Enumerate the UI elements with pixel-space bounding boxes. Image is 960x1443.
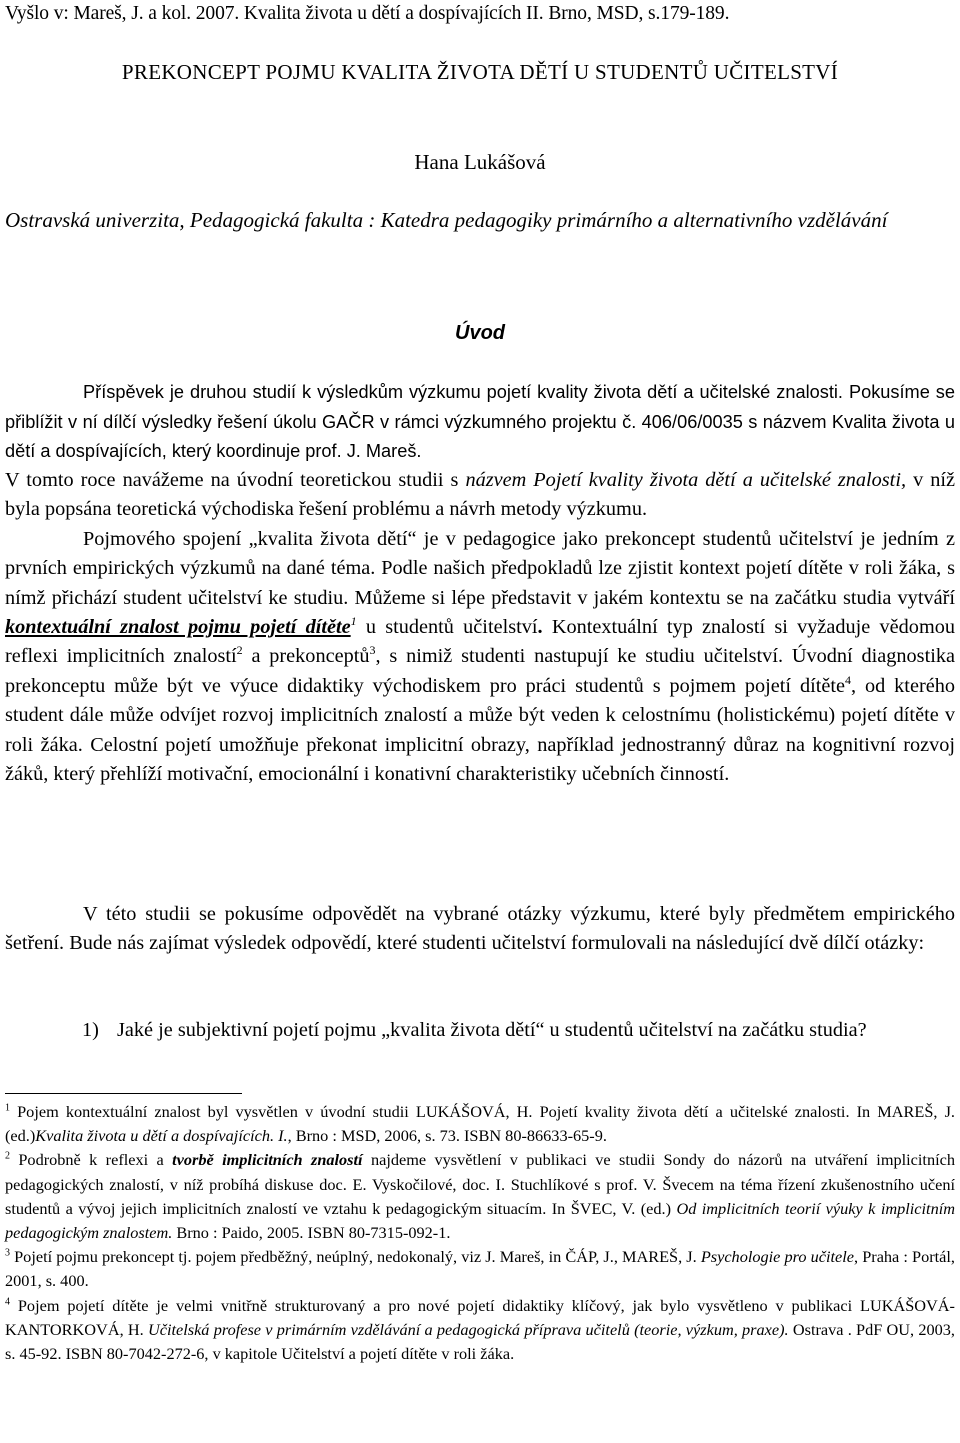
author-name: Hana Lukášová [414, 150, 546, 174]
footnote-number: 3 [5, 1247, 10, 1259]
footnote-number: 2 [5, 1150, 10, 1162]
footnote-text: najdeme vysvětlení v publikaci ve studii Sondy do názorů na utváření implicitních pedagogických znalostí, v níž probíhá diskuse doc. E. Vyskočilové, doc. I. Stuchlíkové s prof. V. Švecem na téma řízení zkušenostního učení studentů a vývoj jejich implicitních znalostí ve vztahu k pedagogickým situacím. In ŠVEC, V. (ed.) [5, 1150, 955, 1218]
footnote-text: Pojem kontextuální znalost byl vysvětlen v úvodní studii LUKÁŠOVÁ, H. Pojetí kvality života dětí a učitelské znalosti. In MAREŠ, J. (ed.) [5, 1102, 955, 1146]
text-run: Podle našich předpokladů lze zjistit kontext pojetí dítěte v roli žáka, s nímž přichází student učitelství ke studiu. [5, 557, 955, 609]
author-affiliation: Ostravská univerzita, Pedagogická fakulta : Katedra pedagogiky primárního a alternativního vzdělávání [5, 208, 888, 232]
footnote-1 [5, 1100, 955, 1148]
text-run: V této studii se pokusíme odpovědět na vybrané otázky výzkumu, které byly předmětem empirického šetření. Bude nás zajímat výsledek odpovědí, které studenti učitelství formulovali na následující dvě dílčí otázky: [5, 903, 955, 955]
text-run: v níž byla popsána teoretická východiska řešení problému a návrh metody výzkumu. [5, 469, 956, 521]
list-item-text: Jaké je subjektivní pojetí pojmu „kvalita života dětí“ u studentů učitelství na začátku studia? [117, 1019, 867, 1041]
text-run: u studentů učitelství [365, 616, 538, 639]
footnote-ref: 2 [236, 643, 243, 658]
text-run: Celostní pojetí umožňuje překonat implicitní obrazy, například jednostranný důraz na kognitivní rozvoj žáků, který přehlíží motivační, emocionální i konativní charakteristiky učebních činností. [5, 733, 956, 786]
footnote-text: Pojetí pojmu prekoncept tj. pojem předběžný, neúplný, nedokonalý, viz J. Mareš, in ČÁP, J., MAREŠ, J. [14, 1247, 697, 1267]
footnote-text: Pojem pojetí dítěte je velmi vnitřně strukturovaný a pro nové pojetí didaktiky klíčový, jak bylo vysvětleno v publikaci LUKÁŠOVÁ-KANTORKOVÁ, H. [5, 1295, 955, 1339]
intro-sans-text: Příspěvek je druhou studií k výsledkům výzkumu pojetí kvality života dětí a učitelské znalosti. Pokusíme se přiblížit v ní dílčí výsledky řešení úkolu GAČR v rámci výzkumného projektu č. 406/06/0035 s názvem Kvalita života u dětí a dospívajících, který koordinuje prof. J. Mareš. [5, 382, 955, 462]
section-heading: Úvod [455, 322, 505, 344]
text-run-italic: názvem Pojetí kvality života dětí a učitelské znalosti, [465, 469, 907, 491]
footnotes [5, 1100, 955, 1366]
body-paragraph-1: V tomto roce navážeme na úvodní teoretickou studii s názvem Pojetí kvality života dětí a učitelské znalosti, v níž byla popsána teoretická východiska řešení problému a návrh metody výzkumu. Pojmového spojení „kvalita života dětí“ je v pedagogice jako prekoncept studentů učitelství je jedním z prvních empirických výzkumů na dané téma. Podle našich předpokladů lze zjistit kontext pojetí dítěte v roli žáka, s nímž přichází student učitelství ke studiu. Můžeme si lépe představit v jakém kontextu se na začátku studia vytváří kontextuální znalost pojmu pojetí dítěte$^1$ u studentů učitelství. Kontextuální typ znalostí si vyžaduje vědomou reflexi implicitních znalostí$^2$ a prekonceptů$^3$, s nimiž studenti nastupují ke studiu učitelství. Úvodní diagnostika prekonceptu může být ve výuce didaktiky východiskem pro práci studentů s pojmem pojetí dítěte$^4$, od kterého student dále může odvíjet rozvoj implicitních znalostí a může být veden k celostnímu (holistickému) pojetí dítěte v roli žáka. Celostní pojetí umožňuje překonat implicitní obrazy, například jednostranný důraz na kognitivní rozvoj žáků, který přehlíží motivační, emocionální i konativní charakteristiky učebních činností. [5, 469, 956, 786]
paper-title: PREKONCEPT POJMU KVALITA ŽIVOTA DĚTÍ U STUDENTŮ UČITELSTVÍ [121, 60, 839, 84]
body-paragraph-2 [5, 900, 955, 959]
footnote-number: 1 [5, 1102, 10, 1114]
intro-paragraph [5, 378, 955, 467]
text-run: Pojmového spojení „kvalita života dětí“ je v pedagogice jako prekoncept studentů učitelství je jedním z prvních empirických výzkumů na dané téma. [5, 527, 955, 580]
text-run: , s nimiž studenti nastupují ke studiu učitelství. Úvodní diagnostika prekonceptu může být ve výuce didaktiky východiskem pro práci studentů s pojmem pojetí dítěte [5, 645, 955, 697]
footnote-ref: 3 [369, 643, 376, 658]
footnote-text: , Praha : Portál, 2001, s. 400. [5, 1247, 955, 1291]
footnote-text: , Brno : MSD, 2006, s. 73. ISBN 80-86633-65-9. [287, 1126, 607, 1146]
footnote-4 [5, 1294, 955, 1367]
footnote-text: Podrobně k reflexi a [18, 1150, 164, 1170]
text-run: V tomto roce navážeme na úvodní teoretickou studii s [5, 469, 459, 491]
footnote-text: Ostrava . PdF OU, 2003, s. 45-92. ISBN 80-7042-272-6, v kapitole Učitelství a pojetí dítěte v roli žáka. [5, 1319, 955, 1364]
footnote-2 [5, 1148, 955, 1245]
footnote-text-italic: Od implicitních teorií výuky k implicitním pedagogickým znalostem. [5, 1198, 955, 1243]
footnote-text: Brno : Paido, 2005. ISBN 80-7315-092-1. [176, 1223, 451, 1243]
text-run: , od kterého student dále může odvíjet rozvoj implicitních znalostí a může být veden k celostnímu (holistickému) pojetí dítěte v roli žáka. [5, 674, 955, 756]
footnote-text-italic: Psychologie pro učitele [700, 1247, 855, 1267]
text-run: Můžeme si lépe představit v jakém kontextu se na začátku studia vytváří [354, 586, 955, 609]
text-run: a prekonceptů [251, 645, 370, 668]
footnote-number: 4 [5, 1296, 10, 1308]
footnote-ref: 1 [350, 614, 357, 629]
footnote-text-bold-italic: tvorbě implicitních znalostí [172, 1150, 363, 1170]
footnote-ref: 4 [845, 673, 852, 688]
list-item-number: 1) [82, 1019, 99, 1041]
footnote-divider [5, 1093, 242, 1094]
footnote-text-italic: Učitelská profese v primárním vzdělávání a pedagogická příprava učitelů (teorie, výzkum, praxe). [147, 1319, 789, 1339]
footnote-text-italic: Kvalita života u dětí a dospívajících. I. [35, 1126, 288, 1146]
text-run-bold-italic: kontextuální znalost pojmu pojetí dítěte [5, 616, 351, 639]
publication-source-line: Vyšlo v: Mareš, J. a kol. 2007. Kvalita života u dětí a dospívajících II. Brno, MSD, s.179-189. [5, 3, 730, 24]
text-run: Kontextuální typ znalostí si vyžaduje vědomou reflexi implicitních znalostí [5, 616, 955, 668]
footnote-3 [5, 1245, 955, 1293]
